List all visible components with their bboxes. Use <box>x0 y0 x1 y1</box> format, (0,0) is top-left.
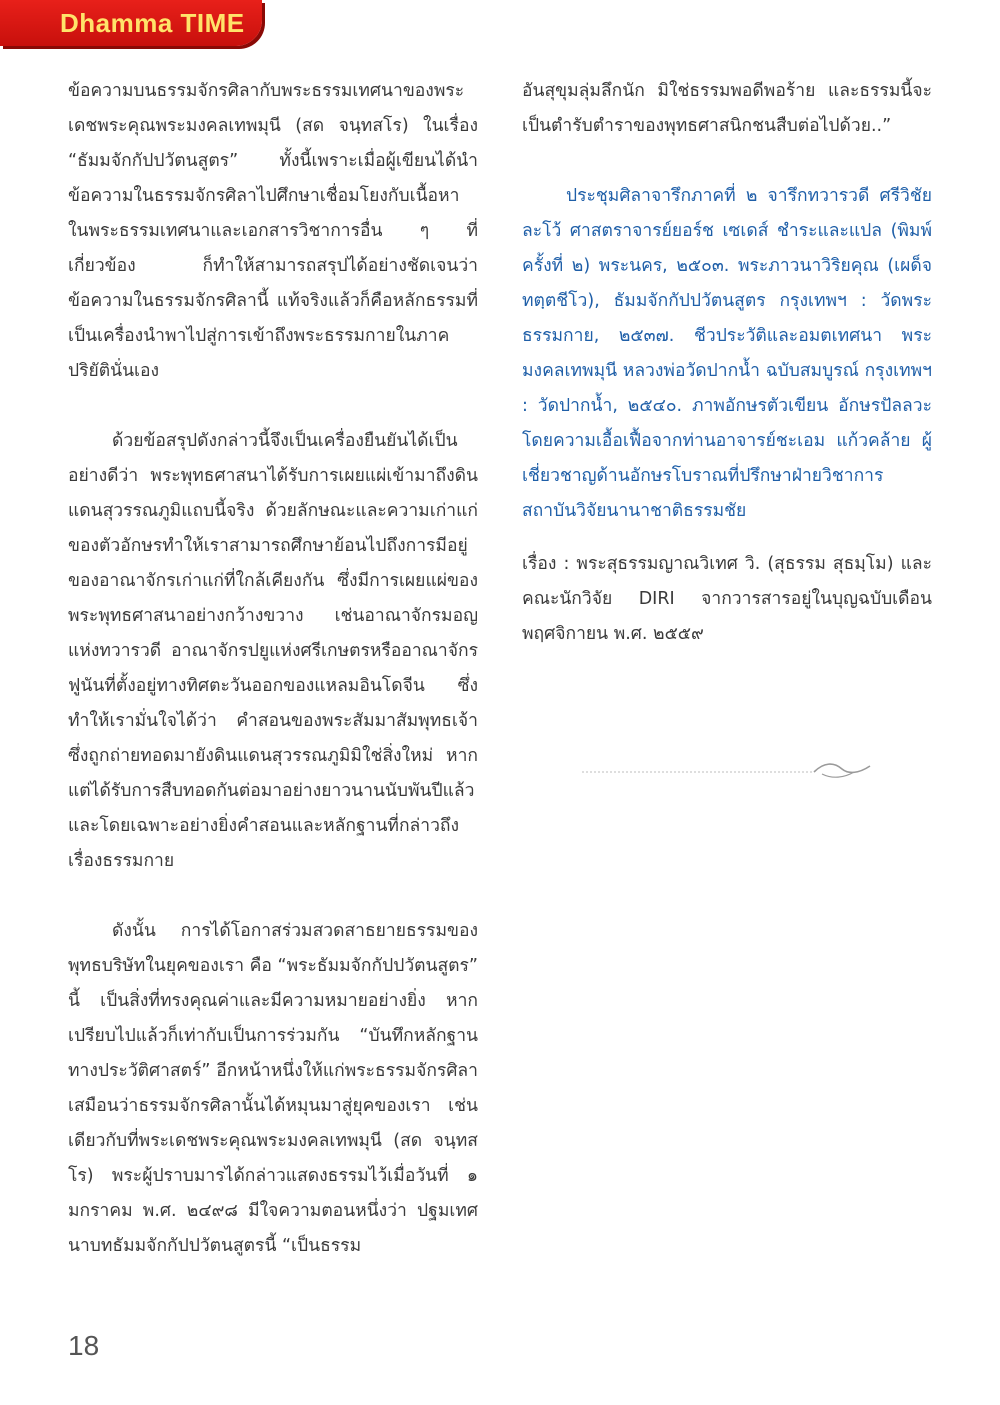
left-column <box>68 74 478 1264</box>
body-paragraph-3: ดังนั้น การได้โอกาสร่วมสวดสาธยายธรรมของพุทธบริษัทในยุคของเรา คือ “พระธัมมจักกัปปวัตนสูตร” นี้ เป็นสิ่งที่ทรงคุณค่าและมีความหมายอย่างยิ่ง หากเปรียบไปแล้วก็เท่ากับเป็นการร่วมกัน “บันทึกหลักฐานทางประวัติศาสตร์” อีกหน้าหนึ่งให้แก่พระธรรมจักรศิลา เสมือนว่าธรรมจักรศิลานั้นได้หมุนมาสู่ยุคของเรา เช่นเดียวกับที่พระเดชพระคุณพระมงคลเทพมุนี (สด จนฺทสโร) พระผู้ปราบมารได้กล่าวแสดงธรรมไว้เมื่อวันที่ ๑ มกราคม พ.ศ. ๒๔๙๘ มีใจความตอนหนึ่งว่า ปฐมเทศนาบทธัมมจักกัปปวัตนสูตรนี้ “เป็นธรรม <box>68 921 478 1256</box>
magazine-title: Dhamma TIME <box>60 8 245 38</box>
body-paragraph-1: ข้อความบนธรรมจักรศิลากับพระธรรมเทศนาของพระเดชพระคุณพระมงคลเทพมุนี (สด จนฺทสโร) ในเรื่อง “ธัมมจักกัปปวัตนสูตร” ทั้งนี้เพราะเมื่อผู้เขียนได้นำข้อความในธรรมจักรศิลาไปศึกษาเชื่อมโยงกับเนื้อหาในพระธรรมเทศนาและเอกสารวิชาการอื่น ๆ ที่เกี่ยวข้อง ก็ทำให้สามารถสรุปได้อย่างชัดเจนว่า ข้อความในธรรมจักรศิลานี้ แท้จริงแล้วก็คือหลักธรรมที่เป็นเครื่องนำพาไปสู่การเข้าถึงพระธรรมกายในภาคปริยัตินั่นเอง <box>68 81 478 381</box>
references-paragraph: ประชุมศิลาจารึกภาคที่ ๒ จารึกทวารวดี ศรีวิชัย ละโว้ ศาสตราจารย์ยอร์ช เซเดส์ ชำระและแปล (พิมพ์ครั้งที่ ๒) พระนคร, ๒๕๐๓. พระภาวนาวิริยคุณ (เผด็จ ทตฺตชีโว), ธัมมจักกัปปวัตนสูตร กรุงเทพฯ : วัดพระธรรมกาย, ๒๕๓๗. ชีวประวัติและอมตเทศนา พระมงคลเทพมุนี หลวงพ่อวัดปากน้ำ ฉบับสมบูรณ์ กรุงเทพฯ : วัดปากน้ำ, ๒๕๔๐. ภาพอักษรตัวเขียน อักษรปัลลวะ โดยความเอื้อเฟื้อจากท่านอาจารย์ชะเอม แก้วคล้าย ผู้เชี่ยวชาญด้านอักษรโบราณที่ปรึกษาฝ่ายวิชาการ สถาบันวิจัยนานาชาติธรรมชัย <box>522 186 932 521</box>
body-paragraph-2: ด้วยข้อสรุปดังกล่าวนี้จึงเป็นเครื่องยืนยันได้เป็นอย่างดีว่า พระพุทธศาสนาได้รับการเผยแผ่เข้ามาถึงดินแดนสุวรรณภูมิแถบนี้จริง ด้วยลักษณะและความเก่าแก่ของตัวอักษรทำให้เราสามารถศึกษาย้อนไปถึงการมีอยู่ของอาณาจักรเก่าแก่ที่ใกล้เคียงกัน ซึ่งมีการเผยแผ่ของพระพุทธศาสนาอย่างกว้างขวาง เช่นอาณาจักรมอญแห่งทวารวดี อาณาจักรปยูแห่งศรีเกษตรหรืออาณาจักรฟูนันที่ตั้งอยู่ทางทิศตะวันออกของแหลมอินโดจีน ซึ่งทำให้เรามั่นใจได้ว่า คำสอนของพระสัมมาสัมพุทธเจ้าซึ่งถูกถ่ายทอดมายังดินแดนสุวรรณภูมิมิใช่สิ่งใหม่ หากแต่ได้รับการสืบทอดกันต่อมาอย่างยาวนานนับพันปีแล้ว และโดยเฉพาะอย่างยิ่งคำสอนและหลักฐานที่กล่าวถึงเรื่องธรรมกาย <box>68 431 478 871</box>
author-credit: เรื่อง : พระสุธรรมญาณวิเทศ วิ. (สุธรรม สุธมฺโม) และคณะนักวิจัย DIRI จากวารสารอยู่ในบุญฉบับเดือนพฤศจิกายน พ.ศ. ๒๕๕๙ <box>522 554 932 644</box>
header-banner <box>0 0 262 46</box>
page-number: 18 <box>68 1330 100 1361</box>
ornamental-divider-icon <box>582 760 872 780</box>
quote-ending: อันสุขุมลุ่มลึกนัก มิใช่ธรรมพอดีพอร้าย และธรรมนี้จะเป็นตำรับตำราของพุทธศาสนิกชนสืบต่อไปด้วย..” <box>522 81 932 136</box>
right-column <box>522 74 932 652</box>
